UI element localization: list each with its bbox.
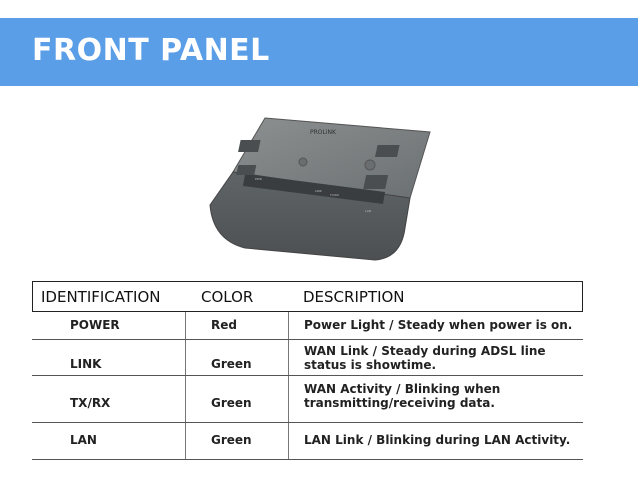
svg-text:TX/RX: TX/RX bbox=[330, 193, 340, 197]
header-identification: IDENTIFICATION bbox=[41, 288, 161, 306]
svg-text:PROLiNK: PROLiNK bbox=[310, 129, 336, 136]
table-row bbox=[32, 376, 583, 423]
row-description: WAN Activity / Blinking when transmitting/receiving data. bbox=[304, 382, 501, 410]
header-color: COLOR bbox=[201, 288, 254, 306]
svg-text:LINK: LINK bbox=[315, 189, 322, 193]
table-row bbox=[32, 312, 583, 340]
row-color: Green bbox=[211, 433, 252, 447]
row-color: Green bbox=[211, 357, 252, 371]
table-row bbox=[32, 423, 583, 460]
row-description: LAN Link / Blinking during LAN Activity. bbox=[304, 433, 571, 447]
svg-text:LAN: LAN bbox=[365, 209, 372, 213]
router-image bbox=[205, 110, 435, 265]
page-title: FRONT PANEL bbox=[32, 33, 270, 68]
row-description: Power Light / Steady when power is on. bbox=[304, 318, 573, 332]
row-identification: TX/RX bbox=[70, 396, 111, 410]
title-banner bbox=[0, 18, 638, 86]
row-description: WAN Link / Steady during ADSL line status is showtime. bbox=[304, 344, 546, 372]
header-description: DESCRIPTION bbox=[303, 288, 405, 306]
svg-text:PWR: PWR bbox=[255, 177, 262, 181]
table-header bbox=[32, 281, 583, 312]
row-color: Green bbox=[211, 396, 252, 410]
row-identification: POWER bbox=[70, 318, 120, 332]
row-color: Red bbox=[211, 318, 237, 332]
row-identification: LAN bbox=[70, 433, 97, 447]
row-identification: LINK bbox=[70, 357, 102, 371]
table-row bbox=[32, 340, 583, 376]
